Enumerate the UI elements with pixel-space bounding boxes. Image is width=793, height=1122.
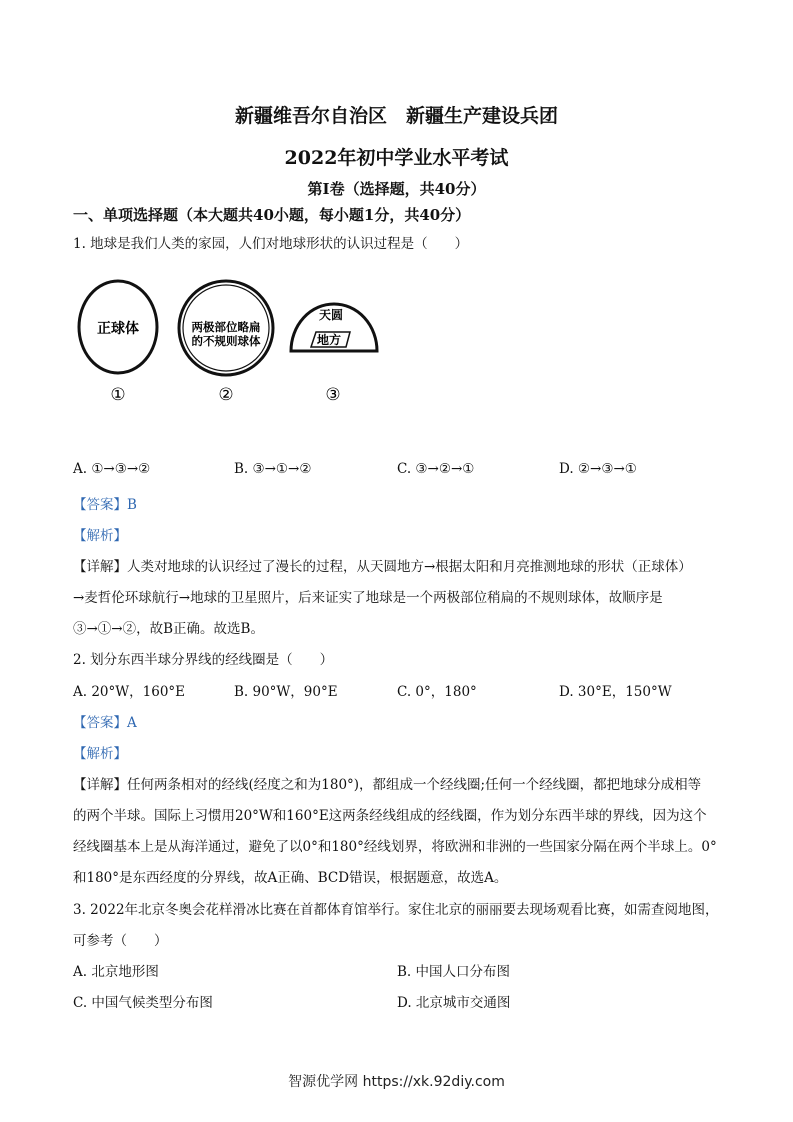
round-sky-label: 天圆 [318,308,344,322]
question-3-stem-line2: 可参考（ ） [73,933,168,949]
q1-answer: 【答案】B [73,497,137,513]
question-1-stem: 1. 地球是我们人类的家园，人们对地球形状的认识过程是（ ） [73,236,469,252]
q1-option-c: C. ③→②→① [397,461,475,477]
q2-detail-line4: 和180°是东西经度的分界线，故A正确、BCD错误，根据题意，故选A。 [73,870,508,886]
q3-option-a: A. 北京地形图 [73,964,159,980]
q2-option-c: C. 0°，180° [397,684,477,700]
q1-analysis-label: 【解析】 [73,528,127,544]
q1-detail-line1: 【详解】人类对地球的认识经过了漫长的过程，从天圆地方→根据太阳和月亮推测地球的形状（正球体） [73,559,692,575]
q1-detail-line2: →麦哲伦环球航行→地球的卫星照片，后来证实了地球是一个两极部位稍扁的不规则球体，故顺序是 [73,590,663,606]
sphere-label: 正球体 [97,321,139,337]
q2-option-b: B. 90°W，90°E [234,684,338,700]
question-2-stem: 2. 划分东西半球分界线的经线圈是（ ） [73,652,334,668]
paper-part-title: 第Ⅰ卷（选择题，共40分） [307,180,486,198]
q2-detail-line3: 经线圈基本上是从海洋通过，避免了以0°和180°经线划界，将欧洲和非洲的一些国家分隔在两个半球上。0° [73,839,717,855]
q2-option-a: A. 20°W，160°E [73,684,186,700]
q2-detail-line2: 的两个半球。国际上习惯用20°W和160°E这两条经线组成的经线圈，作为划分东西半球的界线，因为这个 [73,808,707,824]
figure-label-1: ① [110,385,126,405]
q2-analysis-label: 【解析】 [73,746,127,762]
section-title: 一、单项选择题（本大题共40小题，每小题1分，共40分） [73,206,471,224]
q1-option-a: A. ①→③→② [73,461,151,477]
q2-detail-line1: 【详解】任何两条相对的经线(经度之和为180°)，都组成一个经线圈;任何一个经线圈，都把地球分成相等 [73,777,702,793]
exam-title-year: 2022年初中学业水平考试 [284,147,509,169]
q3-option-c: C. 中国气候类型分布图 [73,995,213,1011]
question-3-stem-line1: 3. 2022年北京冬奥会花样滑冰比赛在首都体育馆举行。家住北京的丽丽要去现场观看比赛，如需查阅地图， [73,902,719,918]
figure-label-2: ② [218,385,234,405]
figure-label-3: ③ [325,385,341,405]
q1-detail-line3: ③→①→②，故B正确。故选B。 [73,621,264,637]
exam-title-region: 新疆维吾尔自治区 新疆生产建设兵团 [234,105,558,127]
footer-watermark: 智源优学网 https://xk.92diy.com [288,1074,505,1090]
q1-option-b: B. ③→①→② [234,461,312,477]
geoid-label-line2: 的不规则球体 [191,334,261,348]
earth-shape-figure [70,275,390,410]
q3-option-d: D. 北京城市交通图 [397,995,511,1011]
q2-answer: 【答案】A [73,715,137,731]
geoid-label-line1: 两极部位略扁 [191,320,261,334]
q1-option-d: D. ②→③→① [559,461,637,477]
square-earth-label: 地方 [316,333,342,347]
q3-option-b: B. 中国人口分布图 [397,964,511,980]
q2-option-d: D. 30°E，150°W [559,684,672,700]
